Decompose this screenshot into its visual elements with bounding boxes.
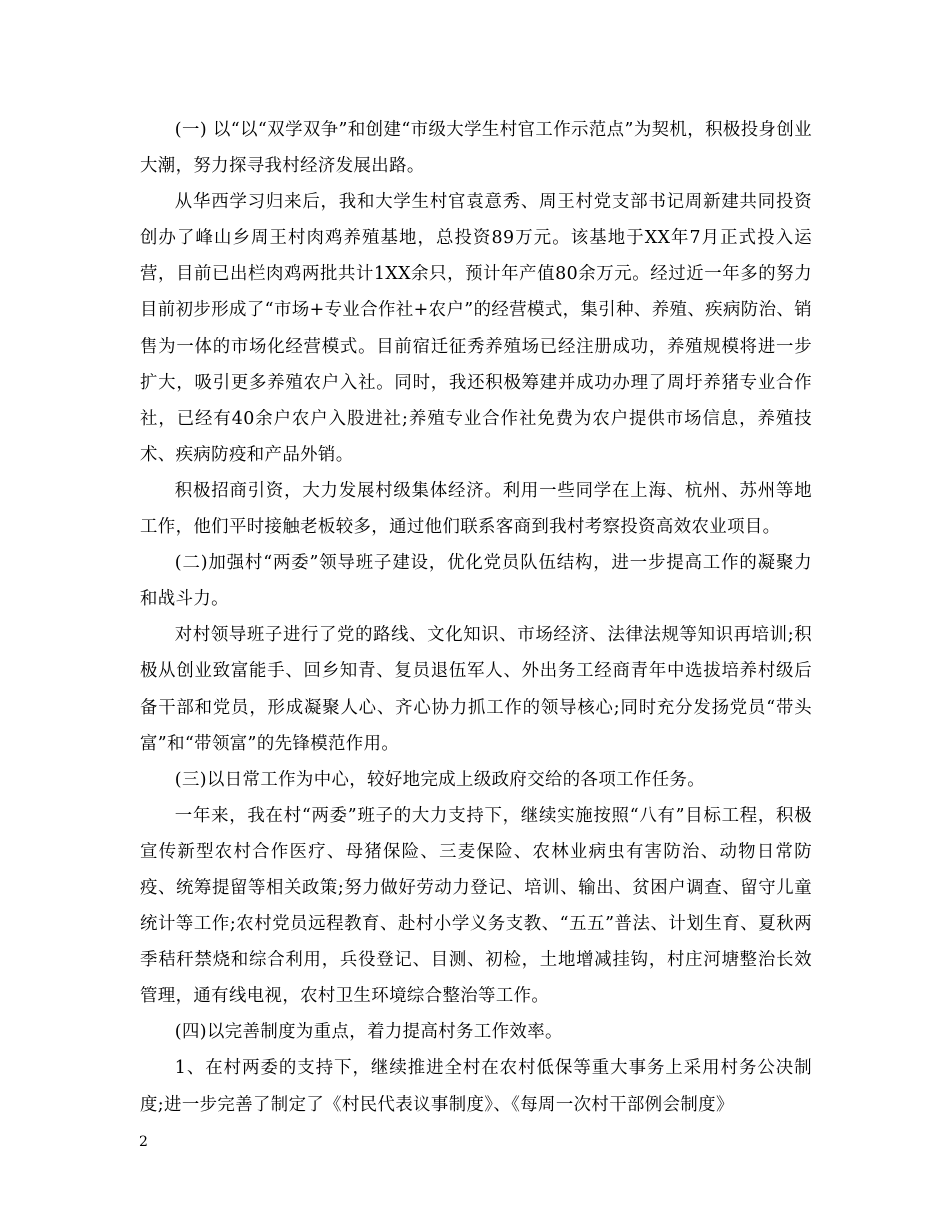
- paragraph-chicken-farm: 从华西学习归来后，我和大学生村官袁意秀、周王村党支部书记周新建共同投资创办了峰山乡周王村肉鸡养殖基地，总投资89万元。该基地于XX年7月正式投入运营，目前已出栏肉鸡两批共计1XX余只，预计年产值80余万元。经过近一年多的努力目前初步形成了“市场+专业合作社+农户”的经营模式，集引种、养殖、疾病防治、销售为一体的市场化经营模式。目前宿迁征秀养殖场已经注册成功，养殖规模将进一步扩大，吸引更多养殖农户入社。同时，我还积极筹建并成功办理了周圩养猪专业合作社，已经有40余户农户入股进社;养殖专业合作社免费为农户提供市场信息，养殖技术、疾病防疫和产品外销。: [140, 192, 812, 465]
- paragraph-leadership-training: 对村领导班子进行了党的路线、文化知识、市场经济、法律法规等知识再培训;积极从创业致富能手、回乡知青、复员退伍军人、外出务工经商青年中选拔培养村级后备干部和党员，形成凝聚人心、齐心协力抓工作的领导核心;同时充分发扬党员“带头富”和“带领富”的先锋模范作用。: [140, 625, 812, 754]
- paragraph-section-3-heading: (三)以日常工作为中心，较好地完成上级政府交给的各项工作任务。: [174, 769, 706, 790]
- paragraph-investment: 积极招商引资，大力发展村级集体经济。利用一些同学在上海、杭州、苏州等地工作，他们平时接触老板较多，通过他们联系客商到我村考察投资高效农业项目。: [140, 480, 812, 538]
- document-body: [140, 112, 812, 1123]
- paragraph-section-2-heading: (二)加强村“两委”领导班子建设，优化党员队伍结构，进一步提高工作的凝聚力和战斗力。: [140, 553, 812, 610]
- page-number: 2: [139, 1134, 148, 1150]
- paragraph-section-1-heading: (一) 以“以“双学双争”和创建“市级大学生村官工作示范点”为契机，积极投身创业大潮，努力探寻我村经济发展出路。: [140, 120, 812, 177]
- paragraph-village-system: 1、在村两委的支持下，继续推进全村在农村低保等重大事务上采用村务公决制度;进一步完善了制定了《村民代表议事制度》、《每周一次村干部例会制度》: [140, 1058, 812, 1115]
- paragraph-section-4-heading: (四)以完善制度为重点，着力提高村务工作效率。: [174, 1022, 563, 1043]
- paragraph-daily-work: 一年来，我在村“两委”班子的大力支持下，继续实施按照“八有”目标工程，积极宣传新型农村合作医疗、母猪保险、三麦保险、农林业病虫有害防治、动物日常防疫、统筹提留等相关政策;努力做好劳动力登记、培训、输出、贫困户调查、留守儿童统计等工作;农村党员远程教育、赴村小学义务支教、“五五”普法、计划生育、夏秋两季秸秆禁烧和综合利用，兵役登记、目测、初检，土地增减挂钩，村庄河塘整治长效管理，通有线电视，农村卫生环境综合整治等工作。: [140, 805, 812, 1007]
